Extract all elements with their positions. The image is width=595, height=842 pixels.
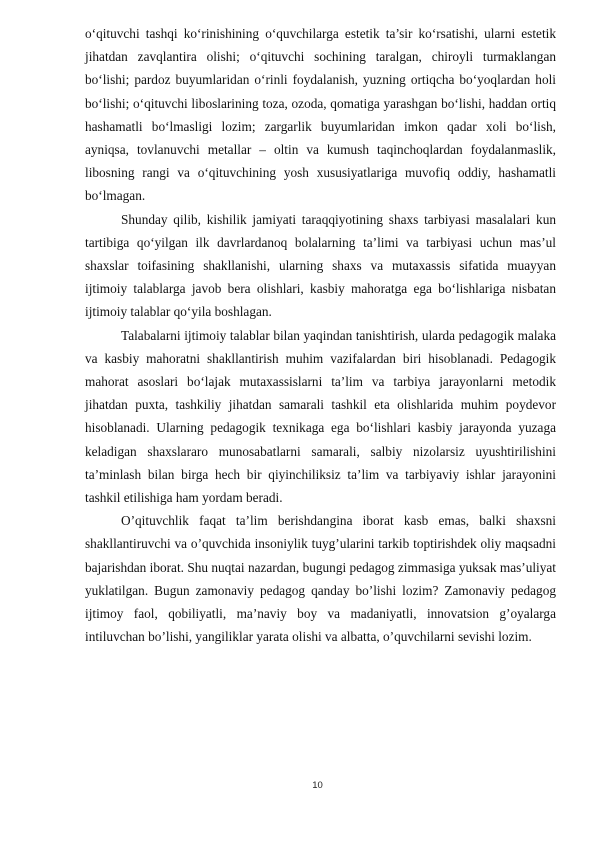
paragraph-4: O’qituvchlik faqat ta’lim berishdangina iborat kasb emas, balki shaxsni shakllantiruvchi va o’quvchida insoniylik tuyg’ularini tarkib toptirishdek oliy maqsadni bajarishdan iborat. Shu nuqtai nazardan, bugungi pedagog zimmasiga yuksak mas’uliyat yuklatilgan. Bugun zamonaviy pedagog qanday bo’lishi lozim? Zamonaviy pedagog ijtimoy faol, qobiliyatli, ma’naviy boy va madaniyatli, innovatsion g’oyalarga intiluvchan bo’lishi, yangiliklar yarata olishi va albatta, o’quvchilarni sevishi lozim.: [85, 513, 556, 645]
page-number: 10: [312, 780, 323, 791]
paragraph-3: Talabalarni ijtimoiy talablar bilan yaqindan tanishtirish, ularda pedagogik malaka va kasbiy mahoratni shakllantirish muhim vazifalardan biri hisoblanadi. Pedagogik mahorat asoslari bo‘lajak mutaxassislarni ta’lim va tarbiya jarayonlarni metodik jihatdan puxta, tashkiliy jihatdan samarali tashkil eta olishlarida muhim poydevor hisoblanadi. Ularning pedagogik texnikaga ega bo‘lishlari kasbiy jarayonda yuzaga keladigan shaxslararo munosabatlarni samarali, salbiy nizolarsiz uyushtirilishini ta’minlash bilan birga hech bir qiyinchiliksiz ta’lim va tarbiyaviy ishlar jarayonini tashkil etilishiga ham yordam beradi.: [85, 327, 556, 506]
body-text: [85, 22, 556, 648]
paragraph-2: Shunday qilib, kishilik jamiyati taraqqiyotining shaxs tarbiyasi masalalari kun tartibiga qo‘yilgan ilk davrlardanoq bolalarning ta’limi va tarbiyasi uchun mas’ul shaxslar toifasining shakllanishi, ularning shaxs va mutaxassis sifatida muayyan ijtimoiy talablarga javob bera olishlari, kasbiy mahoratga ega bo‘lishlariga nisbatan ijtimoiy talablar qo‘yila boshlagan.: [85, 211, 556, 320]
paragraph-1: o‘qituvchi tashqi ko‘rinishining o‘quvchilarga estetik ta’sir ko‘rsatishi, ularni estetik jihatdan zavqlantira olishi; o‘qituvchi sochining taralgan, chiroyli turmaklangan bo‘lishi; pardoz buyumlaridan o‘rinli foydalanish, yuzning ortiqcha bo‘yoqlardan holi bo‘lishi; o‘qituvchi liboslarining toza, ozoda, qomatiga yarashgan bo‘lishi, haddan ortiq hashamatli bo‘lmasligi lozim; zargarlik buyumlaridan imkon qadar xoli bo‘lish, ayniqsa, tovlanuvchi metallar – oltin va kumush taqinchoqlardan foydalanmaslik, libosning rangi va o‘qituvchining yosh xususiyatlariga muvofiq oddiy, hashamatli bo‘lmagan.: [85, 26, 556, 204]
